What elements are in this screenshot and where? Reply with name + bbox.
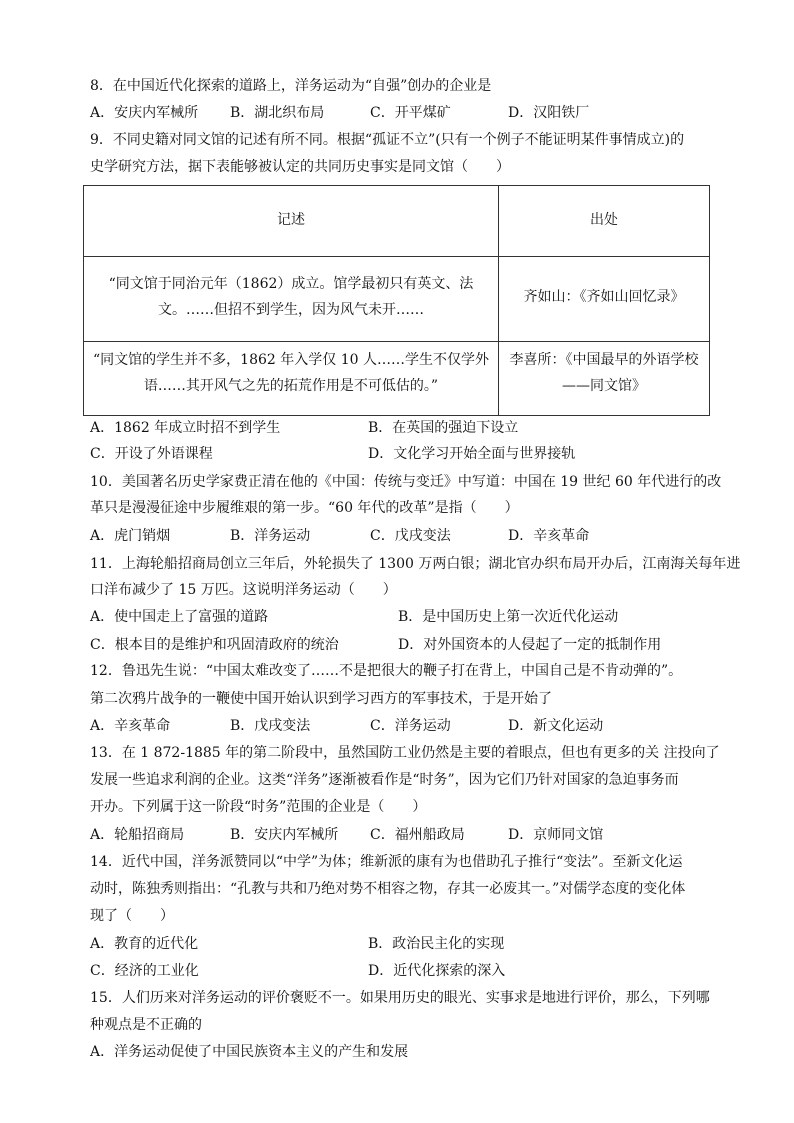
q12-option-a[interactable]: A．辛亥革命 [90,718,171,734]
q11-stem-line2: 口洋布减少了 15 万匹。这说明洋务运动（ ） [90,582,397,598]
table-row2-source-line1: 李喜所：《中国最早的外语学校 [509,352,699,368]
q10-option-a[interactable]: A．虎门销烟 [90,528,171,544]
q13-option-b[interactable]: B．安庆内军械所 [230,827,339,843]
q12-option-c[interactable]: C．洋务运动 [370,718,451,734]
q8-option-a[interactable]: A．安庆内军械所 [90,105,199,121]
q9-table [83,185,710,416]
q14-stem-line3: 现了（ ） [90,908,174,924]
q10-option-d[interactable]: D．辛亥革命 [508,528,590,544]
table-divider-row2 [84,341,709,342]
q10-stem-line1: 10．美国著名历史学家费正清在他的《中国：传统与变迁》中写道：中国在 19 世纪 60 年代进行的改 [90,474,722,490]
q15-stem-line2: 种观点是不正确的 [90,1017,202,1033]
q13-stem-line2: 发展一些追求利润的企业。这类“洋务”逐渐被看作是“时务”，因为它们乃针对国家的急迫事务而 [90,772,679,788]
table-divider-row1 [84,256,709,257]
q10-option-c[interactable]: C．戊戌变法 [370,528,451,544]
q11-option-d[interactable]: D．对外国资本的人侵起了一定的抵制作用 [398,637,662,653]
q9-stem-line2: 史学研究方法，据下表能够被认定的共同历史事实是同文馆（ ） [90,159,510,175]
q12-stem-line2: 第二次鸦片战争的一鞭使中国开始认识到学习西方的军事技术，于是开始了 [90,691,552,707]
q9-option-b[interactable]: B．在英国的强迫下设立 [368,420,519,436]
q14-option-b[interactable]: B．政治民主化的实现 [368,936,505,952]
table-row2-source-line2: ——同文馆》 [562,378,646,394]
q12-stem-line1: 12．鲁迅先生说：“中国太难改变了……不是把很大的鞭子打在背上，中国自己是不肯动弹的”。 [90,663,683,679]
q9-option-c[interactable]: C．开设了外语课程 [90,446,213,462]
table-row2-record-line1: “同文馆的学生并不多，1862 年入学仅 10 人……学生不仅学外 [93,352,489,368]
table-row1-source: 齐如山：《齐如山回忆录》 [523,289,685,305]
q10-stem-line2: 革只是漫漫征途中步履维艰的第一步。“60 年代的改革”是指（ ） [90,500,519,516]
table-header-source: 出处 [590,212,618,228]
q8-stem: 8．在中国近代化探索的道路上，洋务运动为“自强”创办的企业是 [90,78,492,94]
q15-option-a[interactable]: A．洋务运动促使了中国民族资本主义的产生和发展 [90,1044,409,1060]
table-header-record: 记述 [277,212,305,228]
q11-option-b[interactable]: B．是中国历史上第一次近代化运动 [398,609,619,625]
q13-option-c[interactable]: C．福州船政局 [370,827,465,843]
q12-option-d[interactable]: D．新文化运动 [508,718,604,734]
q10-option-b[interactable]: B．洋务运动 [230,528,311,544]
q8-option-b[interactable]: B．湖北织布局 [230,105,325,121]
q14-stem-line1: 14．近代中国，洋务派赞同以“中学”为体；维新派的康有为也借助孔子推行“变法”。至新文化运 [90,854,683,870]
table-row1-record-line2: 文。……但招不到学生，因为风气未开…… [158,302,424,318]
q13-stem-line3: 开办。下列属于这一阶段“时务”范围的企业是（ ） [90,799,427,815]
q8-option-c[interactable]: C．开平煤矿 [370,105,451,121]
q12-option-b[interactable]: B．戊戌变法 [230,718,311,734]
table-row2-record-line2: 语……其开风气之先的拓荒作用是不可低估的。” [143,378,439,394]
q9-stem-line1: 9．不同史籍对同文馆的记述有所不同。根据“孤证不立”(只有一个例子不能证明某件事情成立)的 [90,132,685,148]
q9-option-d[interactable]: D．文化学习开始全面与世界接轨 [368,446,576,462]
q14-option-c[interactable]: C．经济的工业化 [90,963,199,979]
q9-option-a[interactable]: A．1862 年成立时招不到学生 [90,420,281,436]
q14-stem-line2: 动时，陈独秀则指出：“孔教与共和乃绝对势不相容之物，存其一必废其一。”对儒学态度的变化体 [90,881,686,897]
q8-option-d[interactable]: D．汉阳铁厂 [508,105,590,121]
q13-option-d[interactable]: D．京师同文馆 [508,827,604,843]
q13-option-a[interactable]: A．轮船招商局 [90,827,185,843]
q11-option-c[interactable]: C．根本目的是维护和巩固清政府的统治 [90,637,339,653]
q11-stem-line1: 11．上海轮船招商局创立三年后，外轮损失了 1300 万两白银；湖北官办织布局开办后，江南海关每年进 [90,556,741,572]
q15-stem-line1: 15．人们历来对洋务运动的评价褒贬不一。如果用历史的眼光、实事求是地进行评价，那么，下列哪 [90,990,710,1006]
q14-option-d[interactable]: D．近代化探索的深入 [368,963,506,979]
q11-option-a[interactable]: A．使中国走上了富强的道路 [90,609,269,625]
q13-stem-line1: 13．在 1 872-1885 年的第二阶段中，虽然国防工业仍然是主要的着眼点，但也有更多的关 注投向了 [90,745,720,761]
q14-option-a[interactable]: A．教育的近代化 [90,936,199,952]
table-row1-record-line1: “同文馆于同治元年（1862）成立。馆学最初只有英文、法 [108,276,474,292]
